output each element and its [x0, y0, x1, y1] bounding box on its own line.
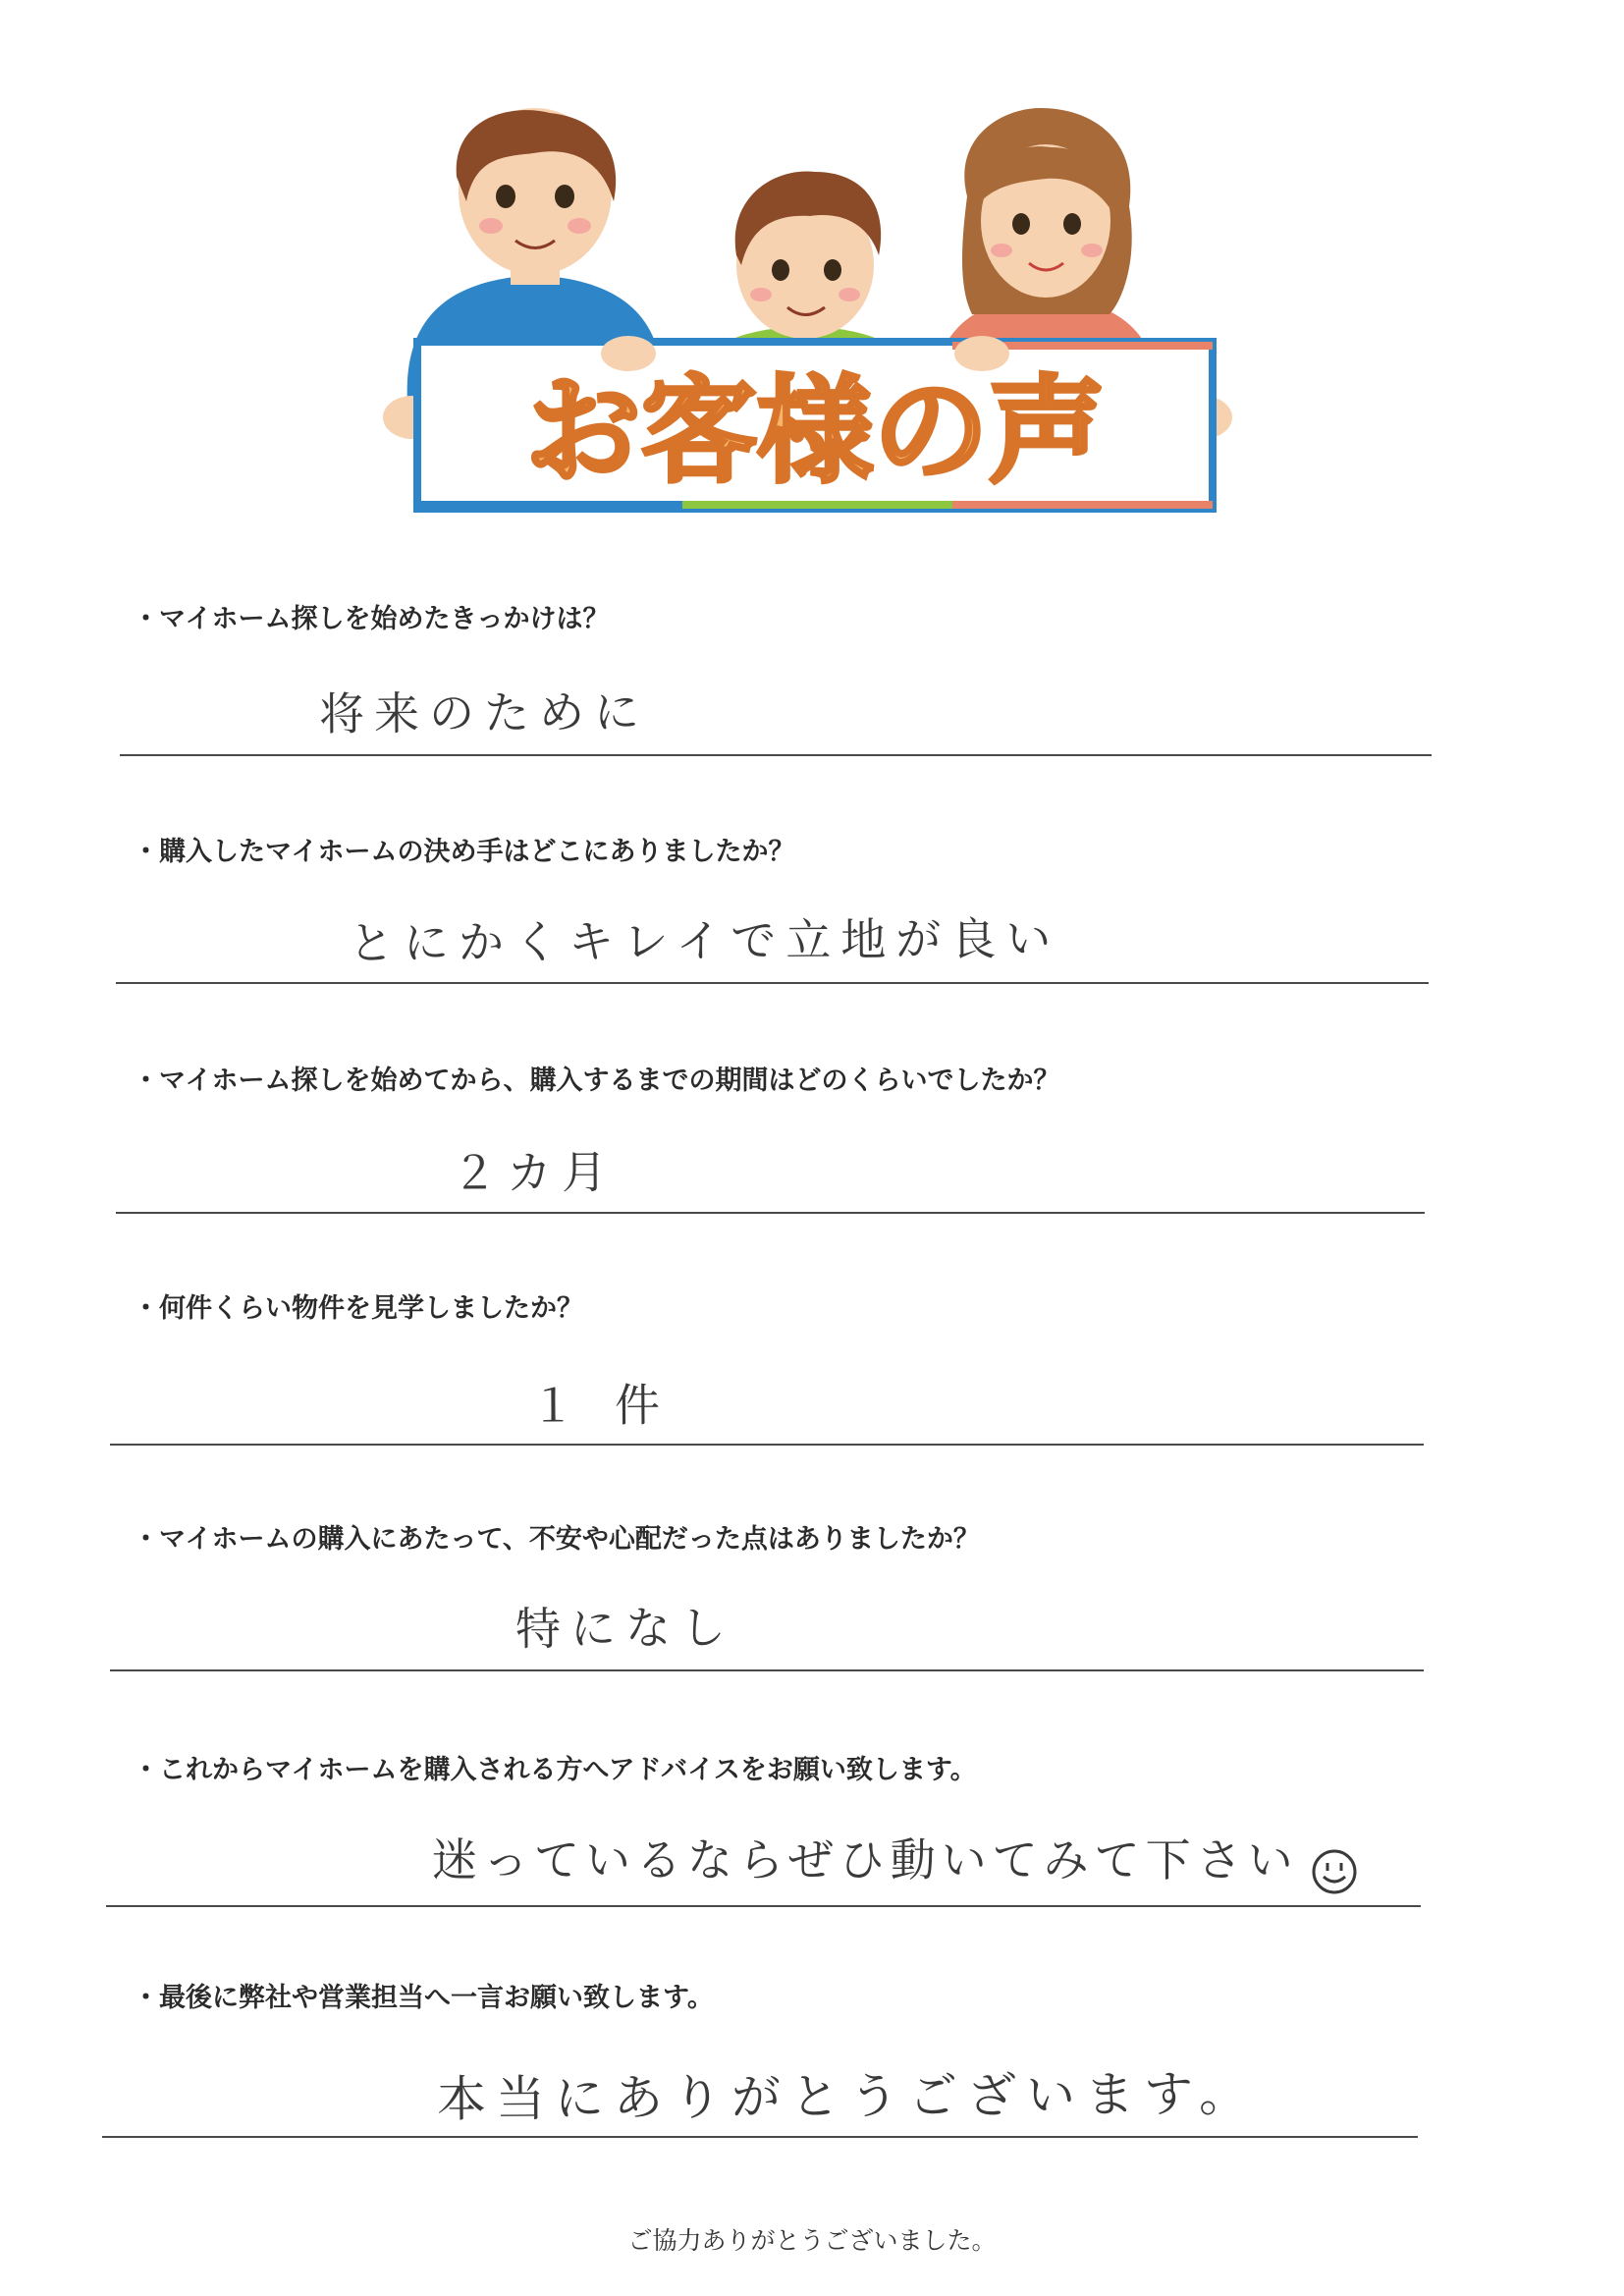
customer-voice-banner: [363, 108, 1267, 530]
title-board: [417, 336, 1213, 509]
answer-line-6: [106, 1905, 1421, 1907]
question-6: ・これからマイホームを購入される方へアドバイスをお願い致します。: [133, 1755, 977, 1785]
question-4: ・何件くらい物件を見学しましたか？: [133, 1293, 583, 1324]
answer-line-7: [102, 2136, 1418, 2138]
question-5: ・マイホームの購入にあたって、不安や心配だった点はありましたか？: [133, 1524, 980, 1555]
banner-title: お客様の声: [524, 363, 1106, 499]
answer-6-row: [432, 1825, 1359, 1896]
smiley-icon: [1310, 1847, 1359, 1896]
question-2: ・購入したマイホームの決め手はどこにありましたか？: [133, 837, 795, 867]
answer-line-2: [116, 982, 1429, 984]
question-1: ・マイホーム探しを始めたきっかけは？: [133, 604, 610, 634]
answer-2: とにかくキレイで立地が良い: [348, 911, 1061, 970]
question-3: ・マイホーム探しを始めてから、購入するまでの期間はどのくらいでしたか？: [133, 1066, 1060, 1096]
answer-3: ２カ月: [451, 1145, 618, 1200]
footer-thanks: ご協力ありがとうございました。: [627, 2226, 997, 2255]
answer-line-4: [110, 1444, 1424, 1446]
answer-line-5: [110, 1669, 1424, 1671]
answer-line-1: [120, 754, 1432, 756]
answer-4: １件: [529, 1378, 700, 1433]
answer-5: 特になし: [514, 1601, 736, 1656]
answer-7: 本当にありがとうございます。: [436, 2065, 1259, 2128]
answer-1: 将来のために: [318, 684, 650, 741]
answer-6: 迷っているならぜひ動いてみて下さい: [432, 1833, 1299, 1886]
question-7: ・最後に弊社や営業担当へ一言お願い致します。: [133, 1983, 714, 2013]
answer-line-3: [116, 1212, 1425, 1214]
